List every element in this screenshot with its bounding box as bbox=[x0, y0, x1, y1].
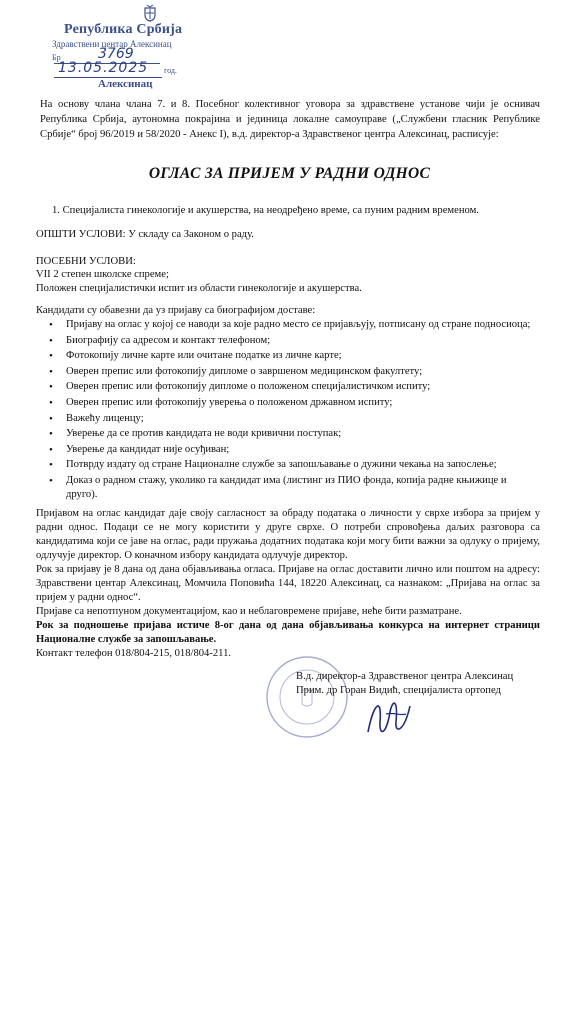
coat-of-arms-icon bbox=[143, 4, 157, 22]
list-item: • Доказ о радном стажу, уколико га кандидат има (листинг из ПИО фонда, копија радне књижице и друго). bbox=[36, 474, 536, 502]
list-item: • Пријаву на оглас у којој се наводи за које радно место се пријављују, потписану од стране подносиоца; bbox=[36, 318, 536, 332]
handwritten-signature-icon bbox=[360, 692, 420, 742]
stamp-city: Алексинац bbox=[98, 78, 153, 90]
required-documents-list bbox=[36, 318, 536, 504]
stamp-institution: Здравствени центар Алексинац bbox=[52, 39, 172, 49]
list-item: • Оверен препис или фотокопију дипломе о положеном специјалистичком испиту; bbox=[36, 380, 536, 394]
stamp-year-label: год. bbox=[164, 66, 177, 75]
list-item: • Уверење да кандидат није осуђиван; bbox=[36, 443, 536, 457]
deadline-bold-notice: Рок за подношење пријава истиче 8-ог дана од дана објављивања конкурса на интернет страници Националне службе за запошљавање. bbox=[36, 620, 540, 645]
list-item: • Фотокопију личне карте или очитане податке из личне карте; bbox=[36, 349, 536, 363]
closing-section bbox=[36, 507, 540, 661]
stamp-br-label: Бр bbox=[52, 53, 61, 62]
signatory-name: Прим. др Горан Видић, специјалиста ортопед bbox=[296, 685, 501, 696]
list-item: • Оверен препис или фотокопију уверења о положеном државном испиту; bbox=[36, 396, 536, 410]
stamp-number: 3769 bbox=[98, 46, 134, 62]
candidates-intro: Кандидати су обавезни да уз пријаву са биографијом доставе: bbox=[36, 305, 316, 316]
contact-phone: Контакт телефон 018/804-215, 018/804-211. bbox=[36, 648, 232, 659]
list-item: • Важећу лиценцу; bbox=[36, 412, 536, 426]
signatory-title: В.д. директор-а Здравственог центра Алексинац bbox=[296, 671, 514, 682]
job-position: 1. Специјалиста гинекологије и акушерства, на неодређено време, са пуним радним временом. bbox=[52, 205, 479, 216]
signature-block bbox=[296, 670, 566, 698]
deadline-paragraph: Рок за пријаву је 8 дана од дана објављивања огласа. Пријаве на оглас доставити лично или поштом на адресу: Здравствени центар Алексинац, Момчила Поповића 144, 18220 Алексинац, са назнаком: „Пријава на оглас за пријем у радни однос“. bbox=[36, 564, 540, 603]
consent-paragraph: Пријавом на оглас кандидат даје своју сагласност за обраду података о личности у сврхе избора за пријем у радни однос. Подаци се не могу користити у друге сврхе. О потреби спровођења даљих разговора са кандидатима који се јаве на оглас, ради пружања додатних података који могу бити важни за одлуку о пријему, одлучује директор. О коначном избору кандидата одлучује директор. bbox=[36, 508, 540, 561]
list-item: • Уверење да се против кандидата не води кривични поступак; bbox=[36, 427, 536, 441]
special-condition-1: VII 2 степен школске спреме; bbox=[36, 269, 169, 280]
list-item: • Оверен препис или фотокопију дипломе о завршеном медицинском факултету; bbox=[36, 365, 536, 379]
list-item: • Биографију са адресом и контакт телефоном; bbox=[36, 334, 536, 348]
stamp-date: 13.05.2025 bbox=[58, 60, 149, 76]
document-title: ОГЛАС ЗА ПРИЈЕМ У РАДНИ ОДНОС bbox=[148, 165, 431, 182]
list-item: • Потврду издату од стране Националне службе за запошљавање о дужини чекања на запослење; bbox=[36, 458, 536, 472]
registry-stamp bbox=[40, 2, 200, 90]
stamp-country: Република Србија bbox=[64, 22, 183, 37]
special-conditions-heading: ПОСЕБНИ УСЛОВИ: bbox=[36, 256, 136, 267]
intro-paragraph: На основу члана члана 7. и 8. Посебног колективног уговора за здравствене установе чији је оснивач Република Србија, аутономна покрајина и јединица локалне самоуправе („Службени гласник Републике Србије“ број 96/2019 и 58/2020 - Анекс I), в.д. директор-а Здравственог центра Алексинац, расписује: bbox=[40, 99, 540, 140]
incomplete-notice: Пријаве са непотпуном документацијом, као и неблаговремене пријаве, неће бити разматране. bbox=[36, 606, 462, 617]
general-conditions: ОПШТИ УСЛОВИ: У складу са Законом о раду. bbox=[36, 229, 254, 240]
special-condition-2: Положен специјалистички испит из области гинекологије и акушерства. bbox=[36, 283, 362, 294]
